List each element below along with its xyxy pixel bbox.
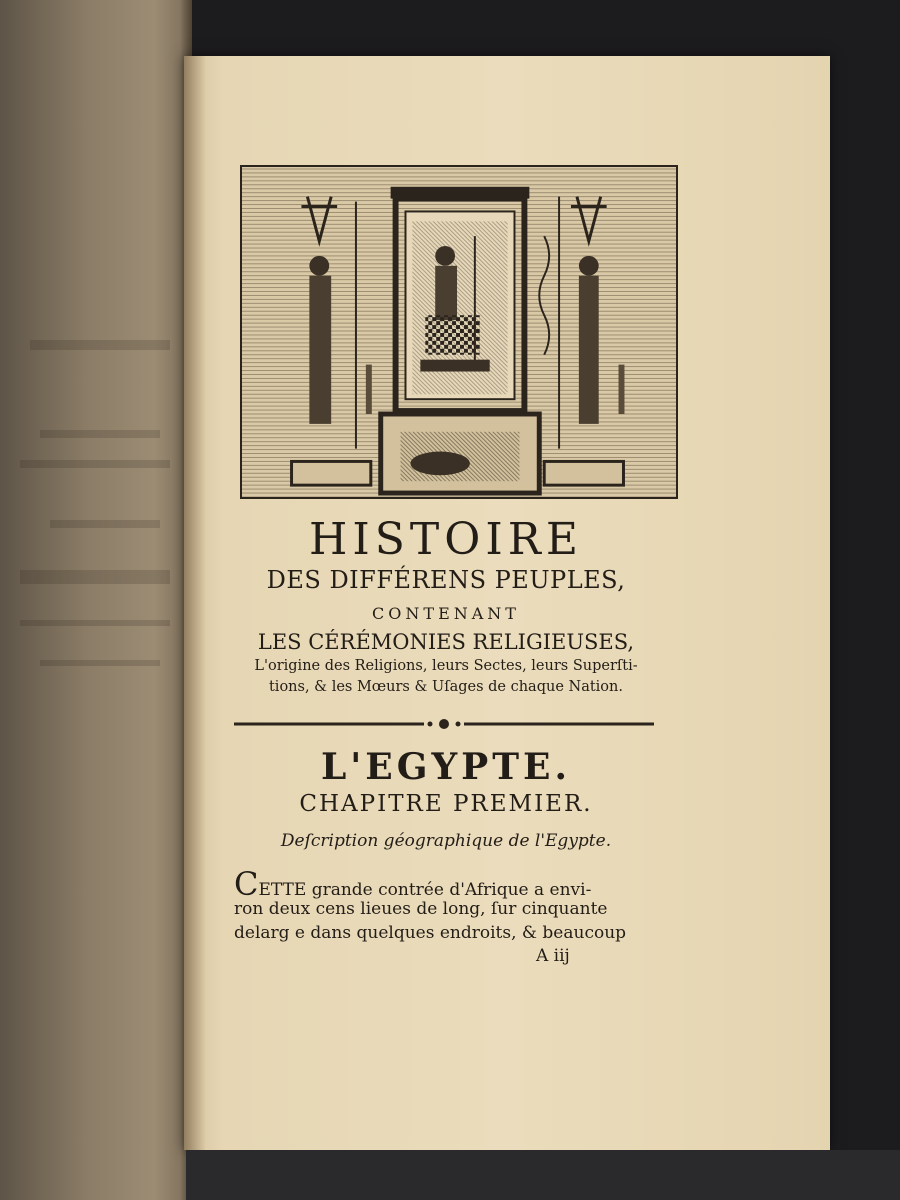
chapter-heading: L'EGYPTE.: [320, 746, 572, 788]
title-ceremonies: LES CÉRÉMONIES RELIGIEUSES,: [257, 630, 635, 654]
body-line-1-text: ETTE grande contrée d'Afrique a envi-: [258, 880, 592, 900]
title-contenant: CONTENANT: [372, 604, 520, 623]
chapter-number: CHAPITRE PREMIER.: [299, 791, 593, 817]
chapter-subtitle: Deſcription géographique de l'Egypte.: [280, 831, 612, 851]
bleed-through-text: [10, 320, 180, 720]
title-peuples: DES DIFFÉRENS PEUPLES,: [266, 566, 626, 594]
egyptian-engraving-illustration: [240, 165, 678, 499]
title-moeurs: tions, & les Mœurs & Uſages de chaque Nation.: [268, 679, 623, 695]
ornamental-divider: [234, 716, 654, 732]
left-page-edge: [0, 0, 192, 1200]
background-surface: [186, 1150, 900, 1200]
page-gutter-shadow: [184, 56, 206, 1150]
title-origine: L'origine des Religions, leurs Sectes, leurs Superſti-: [254, 658, 638, 674]
title-histoire: HISTOIRE: [309, 514, 583, 565]
body-line-3: delarg e dans quelques endroits, & beaucoup: [234, 923, 627, 943]
body-line-1: [234, 865, 656, 903]
drop-cap: C: [234, 865, 259, 903]
body-line-2: ron deux cens lieues de long, ſur cinquante: [234, 899, 608, 919]
signature-mark: A iij: [536, 946, 570, 966]
